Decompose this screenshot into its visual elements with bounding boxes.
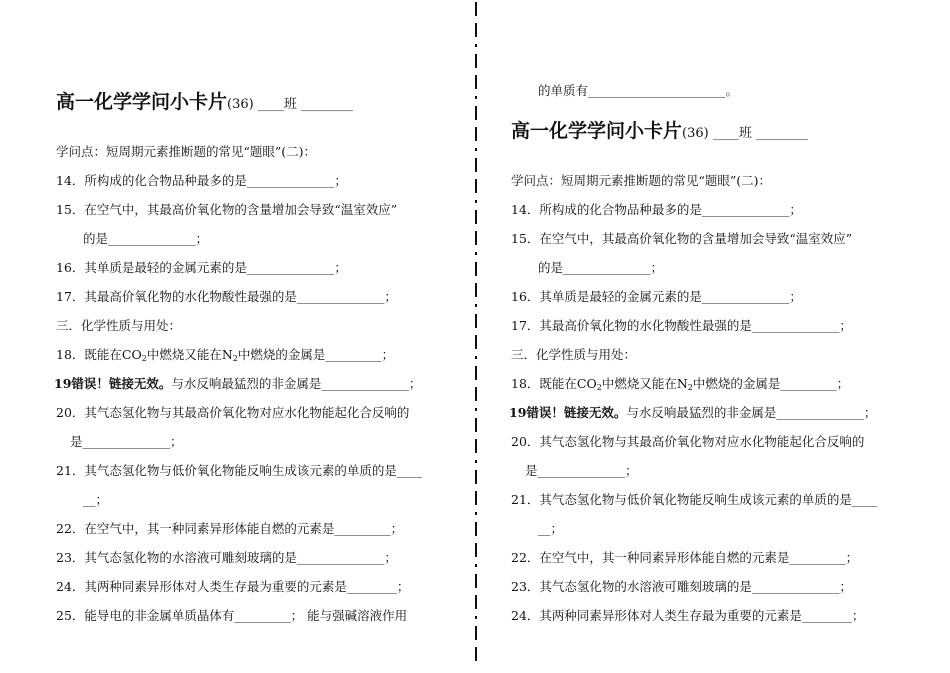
card-title-suffix: (36) ____班 ________ xyxy=(682,126,808,141)
item-19-error: 错误！链接无效。 xyxy=(71,376,172,391)
fold-dash xyxy=(475,356,477,359)
item-17: 17．其最高价氧化物的水化物酸性最强的是______________； xyxy=(511,318,852,333)
fold-dash xyxy=(475,418,477,432)
item-19-error: 错误！链接无效。 xyxy=(526,405,627,420)
item-20-line2: 是______________； xyxy=(70,434,183,449)
knowledge-point: 学问点：短周期元素推断题的常见“题眼”(二)： xyxy=(56,144,317,159)
fold-dash xyxy=(475,626,477,640)
item-18-part3: 中燃烧的金属是_________； xyxy=(692,376,850,391)
fold-dash xyxy=(475,387,477,401)
item-20-line2: 是______________； xyxy=(525,463,638,478)
item-16: 16．其单质是最轻的金属元素的是______________； xyxy=(56,260,347,275)
item-17: 17．其最高价氧化物的水化物酸性最强的是______________； xyxy=(56,289,397,304)
item-21-line1: 21．其气态氢化物与低价氧化物能反响生成该元素的单质的是____ xyxy=(511,492,877,507)
item-15-line2: 的是______________； xyxy=(538,260,664,275)
fold-dash xyxy=(475,491,477,505)
fold-dash xyxy=(475,210,477,224)
item-24: 24．其两种同素异形体对人类生存最为重要的元素是________； xyxy=(56,579,410,594)
item-25-line1: 25．能导电的非金属单质晶体有_________； 能与强碱溶液作用 xyxy=(56,608,408,623)
fold-dash xyxy=(475,439,477,453)
item-14: 14．所构成的化合物品种最多的是______________； xyxy=(56,173,347,188)
knowledge-point: 学问点：短周期元素推断题的常见“题眼”(二)： xyxy=(511,173,772,188)
item-18-part1: 18．既能在CO xyxy=(56,347,142,362)
card-title xyxy=(56,89,353,118)
fold-dash xyxy=(475,44,477,47)
item-21-line2: __； xyxy=(83,492,109,507)
item-15-line2: 的是______________； xyxy=(83,231,209,246)
fold-dash xyxy=(475,23,477,37)
item-18-part2: 中燃烧又能在N xyxy=(601,376,688,391)
card-title-text: 高一化学学问小卡片 xyxy=(56,91,228,113)
card-title xyxy=(511,118,808,147)
item-19-text: 与水反响最猛烈的非金属是______________； xyxy=(626,405,877,420)
fold-dash xyxy=(475,283,477,297)
item-18-part2: 中燃烧又能在N xyxy=(146,347,233,362)
item-23: 23．其气态氢化物的水溶液可雕刻玻璃的是______________； xyxy=(511,579,852,594)
item-19-number: 19 xyxy=(509,405,527,420)
section-3-heading: 三．化学性质与用处： xyxy=(511,347,637,362)
item-14: 14．所构成的化合物品种最多的是______________； xyxy=(511,202,802,217)
item-18-sub1: 2 xyxy=(141,354,147,363)
item-15-line1: 15．在空气中，其最高价氧化物的含量增加会导致“温室效应” xyxy=(56,202,398,217)
item-21-line1: 21．其气态氢化物与低价氧化物能反响生成该元素的单质的是____ xyxy=(56,463,422,478)
section-3-heading: 三．化学性质与用处： xyxy=(56,318,182,333)
item-23: 23．其气态氢化物的水溶液可雕刻玻璃的是______________； xyxy=(56,550,397,565)
item-22: 22．在空气中，其一种同素异形体能自燃的元素是_________； xyxy=(56,521,404,536)
fold-dash xyxy=(475,543,477,557)
fold-dash xyxy=(475,158,477,172)
item-21-line2: __； xyxy=(538,521,564,536)
fold-dash xyxy=(475,231,477,245)
fold-dash xyxy=(475,127,477,141)
fold-dash xyxy=(475,522,477,536)
fold-dash xyxy=(475,564,477,567)
item-19-number: 19 xyxy=(54,376,72,391)
item-22: 22．在空气中，其一种同素异形体能自燃的元素是_________； xyxy=(511,550,859,565)
item-18-sub1: 2 xyxy=(596,383,602,392)
fold-dash xyxy=(475,179,477,193)
fold-dash xyxy=(475,200,477,203)
item-16: 16．其单质是最轻的金属元素的是______________； xyxy=(511,289,802,304)
card-right xyxy=(511,0,903,673)
fold-dash xyxy=(475,366,477,380)
item-18-sub2: 2 xyxy=(687,383,693,392)
item-18 xyxy=(56,346,394,368)
fold-dash xyxy=(475,262,477,276)
fold-dash xyxy=(475,460,477,463)
item-18 xyxy=(511,375,849,397)
fold-dash xyxy=(475,148,477,151)
fold-dash xyxy=(475,408,477,411)
fold-dash xyxy=(475,314,477,328)
fold-dash xyxy=(475,96,477,99)
fold-dash xyxy=(475,512,477,515)
item-24: 24．其两种同素异形体对人类生存最为重要的元素是________； xyxy=(511,608,865,623)
item-15-line1: 15．在空气中，其最高价氧化物的含量增加会导致“温室效应” xyxy=(511,231,853,246)
item-19 xyxy=(54,375,421,393)
card-left xyxy=(56,0,448,673)
fold-dash xyxy=(475,335,477,349)
fold-dash xyxy=(475,54,477,68)
fold-dash xyxy=(475,647,477,661)
fold-dash xyxy=(475,252,477,255)
fold-dash xyxy=(475,470,477,484)
fold-line xyxy=(474,0,478,673)
item-20-line1: 20．其气态氢化物与其最高价氧化物对应水化物能起化合反响的 xyxy=(511,434,865,449)
fold-dash xyxy=(475,595,477,609)
item-25-line2: 的单质有______________________。 xyxy=(538,83,739,98)
item-18-part3: 中燃烧的金属是_________； xyxy=(237,347,395,362)
item-19 xyxy=(509,404,876,422)
card-title-text: 高一化学学问小卡片 xyxy=(511,120,683,142)
card-title-suffix: (36) ____班 ________ xyxy=(227,97,353,112)
fold-dash xyxy=(475,304,477,307)
item-19-text: 与水反响最猛烈的非金属是______________； xyxy=(171,376,422,391)
fold-dash xyxy=(475,106,477,120)
fold-dash xyxy=(475,2,477,16)
item-18-sub2: 2 xyxy=(232,354,238,363)
fold-dash xyxy=(475,75,477,89)
fold-dash xyxy=(475,574,477,588)
item-20-line1: 20．其气态氢化物与其最高价氧化物对应水化物能起化合反响的 xyxy=(56,405,410,420)
fold-dash xyxy=(475,616,477,619)
item-18-part1: 18．既能在CO xyxy=(511,376,597,391)
